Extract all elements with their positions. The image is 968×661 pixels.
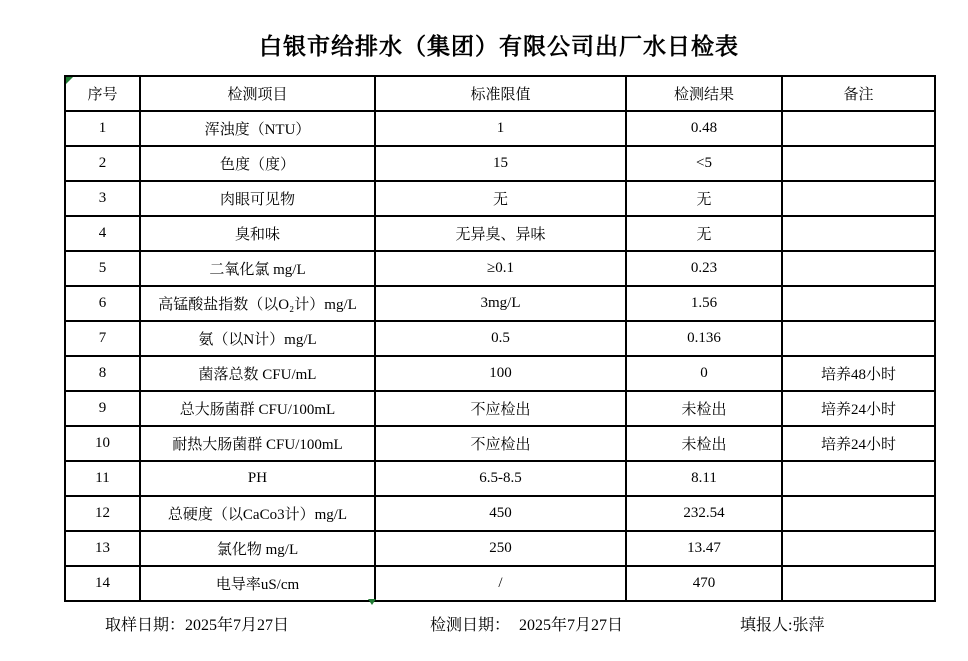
cell-remark — [782, 321, 935, 356]
cell-result: 0.136 — [626, 321, 782, 356]
cell-item: 浑浊度（NTU） — [140, 111, 375, 146]
cell-standard: 不应检出 — [375, 391, 626, 426]
cell-seq: 10 — [65, 426, 140, 461]
table-row — [65, 286, 935, 321]
cell-remark — [782, 146, 935, 181]
table-row — [65, 426, 935, 461]
cell-standard: 250 — [375, 531, 626, 566]
cell-seq: 12 — [65, 496, 140, 531]
cell-standard: 无异臭、异味 — [375, 216, 626, 251]
cell-seq: 2 — [65, 146, 140, 181]
cell-seq: 13 — [65, 531, 140, 566]
cell-seq: 7 — [65, 321, 140, 356]
cell-seq: 5 — [65, 251, 140, 286]
cell-result: 0.23 — [626, 251, 782, 286]
cell-standard: 不应检出 — [375, 426, 626, 461]
cell-standard: 6.5-8.5 — [375, 461, 626, 496]
cell-seq: 8 — [65, 356, 140, 391]
cell-item: 菌落总数 CFU/mL — [140, 356, 375, 391]
cell-remark — [782, 216, 935, 251]
sampling-date-label: 取样日期： — [105, 617, 186, 634]
excel-corner-marker-icon — [66, 77, 73, 84]
cell-remark: 培养24小时 — [782, 391, 935, 426]
cell-remark — [782, 461, 935, 496]
cell-seq: 14 — [65, 566, 140, 601]
col-header-result: 检测结果 — [626, 76, 782, 111]
col-header-standard: 标准限值 — [375, 76, 626, 111]
cell-remark: 培养24小时 — [782, 426, 935, 461]
cell-remark — [782, 531, 935, 566]
testing-date-label: 检测日期： — [430, 617, 511, 634]
table-row — [65, 566, 935, 601]
cell-remark — [782, 181, 935, 216]
table-row — [65, 496, 935, 531]
cell-item: 氨（以N计）mg/L — [140, 321, 375, 356]
cell-remark: 培养48小时 — [782, 356, 935, 391]
cell-result: 470 — [626, 566, 782, 601]
cell-remark — [782, 286, 935, 321]
cell-item: 电导率uS/cm — [140, 566, 375, 601]
cell-standard: 15 — [375, 146, 626, 181]
testing-date — [430, 612, 623, 635]
reporter-label: 填报人: — [740, 617, 793, 634]
cell-item: 肉眼可见物 — [140, 181, 375, 216]
cell-result: 未检出 — [626, 426, 782, 461]
cell-result: 未检出 — [626, 391, 782, 426]
cell-result: 232.54 — [626, 496, 782, 531]
table-row — [65, 181, 935, 216]
table-row — [65, 111, 935, 146]
cell-item: 氯化物 mg/L — [140, 531, 375, 566]
cell-item: 二氧化氯 mg/L — [140, 251, 375, 286]
cell-result: 1.56 — [626, 286, 782, 321]
cell-standard: 0.5 — [375, 321, 626, 356]
bottom-green-marker-icon — [368, 599, 376, 605]
col-header-seq: 序号 — [65, 76, 140, 111]
cell-remark — [782, 251, 935, 286]
cell-standard: / — [375, 566, 626, 601]
table-row — [65, 391, 935, 426]
cell-seq: 1 — [65, 111, 140, 146]
table-row — [65, 461, 935, 496]
inspection-table — [64, 75, 936, 602]
cell-standard: 100 — [375, 356, 626, 391]
cell-item: 总大肠菌群 CFU/100mL — [140, 391, 375, 426]
sampling-date — [105, 612, 289, 635]
cell-result: 0 — [626, 356, 782, 391]
cell-seq: 9 — [65, 391, 140, 426]
col-header-item: 检测项目 — [140, 76, 375, 111]
page-title: 白银市给排水（集团）有限公司出厂水日检表 — [259, 34, 739, 59]
table-row — [65, 251, 935, 286]
table-row — [65, 531, 935, 566]
cell-item: 耐热大肠菌群 CFU/100mL — [140, 426, 375, 461]
reporter — [740, 612, 824, 635]
cell-result: 无 — [626, 216, 782, 251]
col-header-remark: 备注 — [782, 76, 935, 111]
cell-standard: 无 — [375, 181, 626, 216]
cell-seq: 6 — [65, 286, 140, 321]
cell-remark — [782, 111, 935, 146]
cell-item: 色度（度） — [140, 146, 375, 181]
cell-item: 总硬度（以CaCo3计）mg/L — [140, 496, 375, 531]
table-row — [65, 146, 935, 181]
cell-item: PH — [140, 461, 375, 496]
cell-standard: 3mg/L — [375, 286, 626, 321]
cell-seq: 4 — [65, 216, 140, 251]
cell-standard: 1 — [375, 111, 626, 146]
table-row — [65, 356, 935, 391]
cell-standard: 450 — [375, 496, 626, 531]
reporter-name: 张萍 — [792, 617, 825, 634]
cell-result: <5 — [626, 146, 782, 181]
cell-result: 0.48 — [626, 111, 782, 146]
cell-remark — [782, 496, 935, 531]
cell-remark — [782, 566, 935, 601]
cell-item: 高锰酸盐指数（以O₂计）mg/L — [140, 286, 375, 321]
cell-result: 无 — [626, 181, 782, 216]
header-row — [65, 76, 935, 111]
cell-seq: 11 — [65, 461, 140, 496]
table-row — [65, 321, 935, 356]
cell-result: 8.11 — [626, 461, 782, 496]
cell-seq: 3 — [65, 181, 140, 216]
cell-item: 臭和味 — [140, 216, 375, 251]
testing-date-value: 2025年7月27日 — [519, 617, 624, 634]
cell-standard: ≥0.1 — [375, 251, 626, 286]
cell-result: 13.47 — [626, 531, 782, 566]
sampling-date-value: 2025年7月27日 — [185, 617, 290, 634]
table-row — [65, 216, 935, 251]
